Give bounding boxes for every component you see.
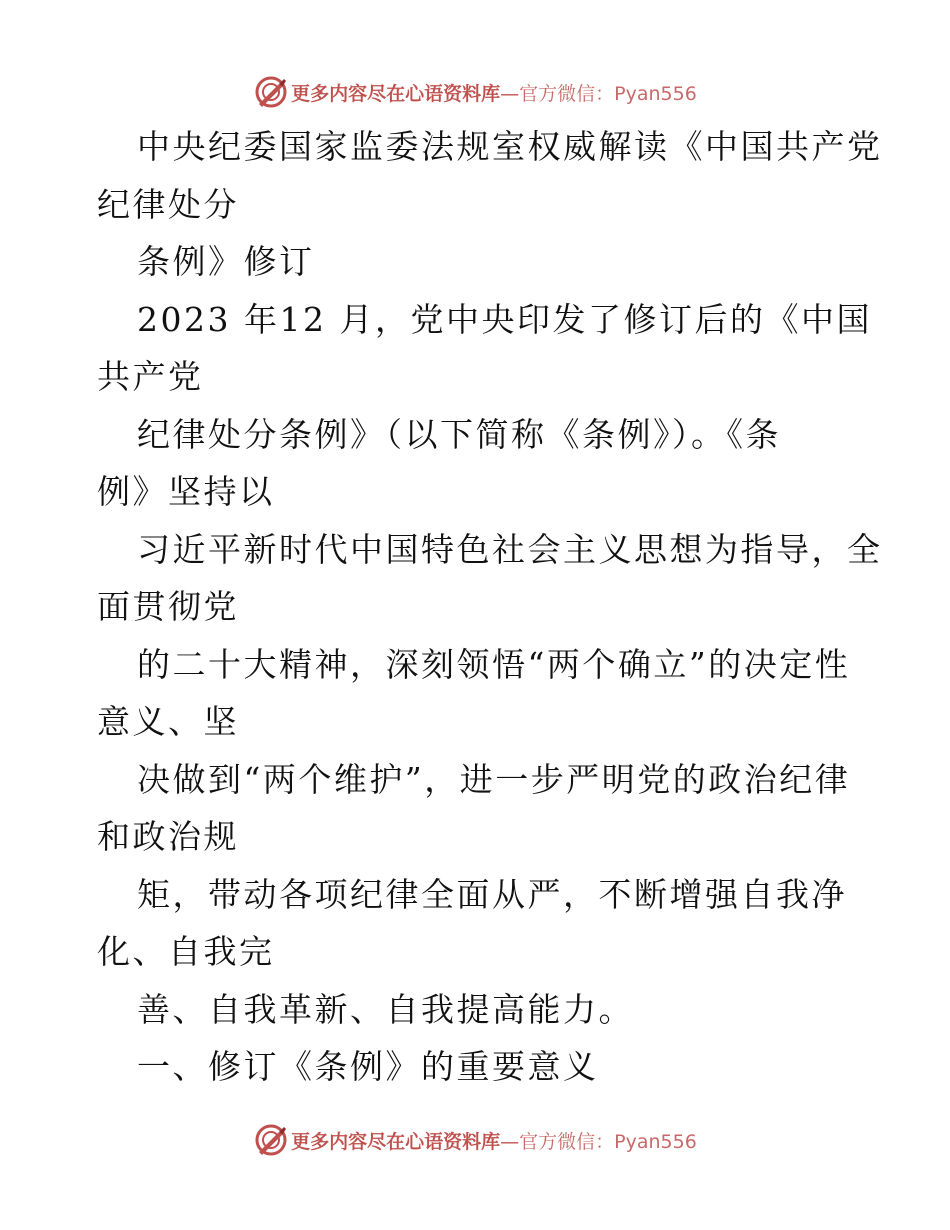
footer-watermark — [0, 1118, 950, 1162]
pen-circle-logo-icon — [253, 74, 289, 110]
pen-circle-logo-icon — [253, 1122, 289, 1158]
watermark-wechat: 官方微信：Pyan556 — [519, 82, 697, 105]
header-watermark — [0, 70, 950, 114]
document-body — [97, 118, 887, 1096]
text-line: 善、自我革新、自我提高能力。 — [137, 989, 634, 1029]
text-line: 中央纪委国家监委法规室权威解读《中国共产党 — [137, 127, 883, 166]
text-line: 面贯彻党 — [97, 587, 239, 626]
text-line: 例》坚持以 — [97, 472, 275, 511]
text-line: 的二十大精神，深刻领悟“两个确立”的决定性 — [137, 644, 851, 684]
text-line: 矩，带动各项纪律全面从严，不断增强自我净 — [137, 874, 847, 914]
watermark-separator: — — [500, 82, 520, 105]
text-line: 共产党 — [97, 357, 204, 396]
text-line: 意义、坚 — [97, 702, 239, 741]
section-heading: 一、修订《条例》的重要意义 — [137, 1047, 599, 1086]
watermark-brand: 更多内容尽在心语资料库 — [291, 1130, 501, 1153]
text-line: 和政治规 — [97, 817, 239, 856]
text-line: 条例》修订 — [137, 242, 315, 281]
watermark-text — [291, 79, 697, 106]
watermark-separator: — — [500, 1130, 520, 1153]
text-line: 纪律处分条例》（以下简称《条例》）。《条 — [137, 414, 781, 454]
watermark-brand: 更多内容尽在心语资料库 — [291, 82, 501, 105]
watermark-text — [291, 1127, 697, 1154]
text-line: 决做到“两个维护”，进一步严明党的政治纪律 — [137, 759, 851, 799]
text-line: 化、自我完 — [97, 932, 275, 971]
watermark-wechat: 官方微信：Pyan556 — [519, 1130, 697, 1153]
text-line: 习近平新时代中国特色社会主义思想为指导，全 — [137, 529, 883, 569]
text-line: 纪律处分 — [97, 184, 239, 224]
text-line: 2023 年12 月，党中央印发了修订后的《中国 — [137, 299, 872, 339]
